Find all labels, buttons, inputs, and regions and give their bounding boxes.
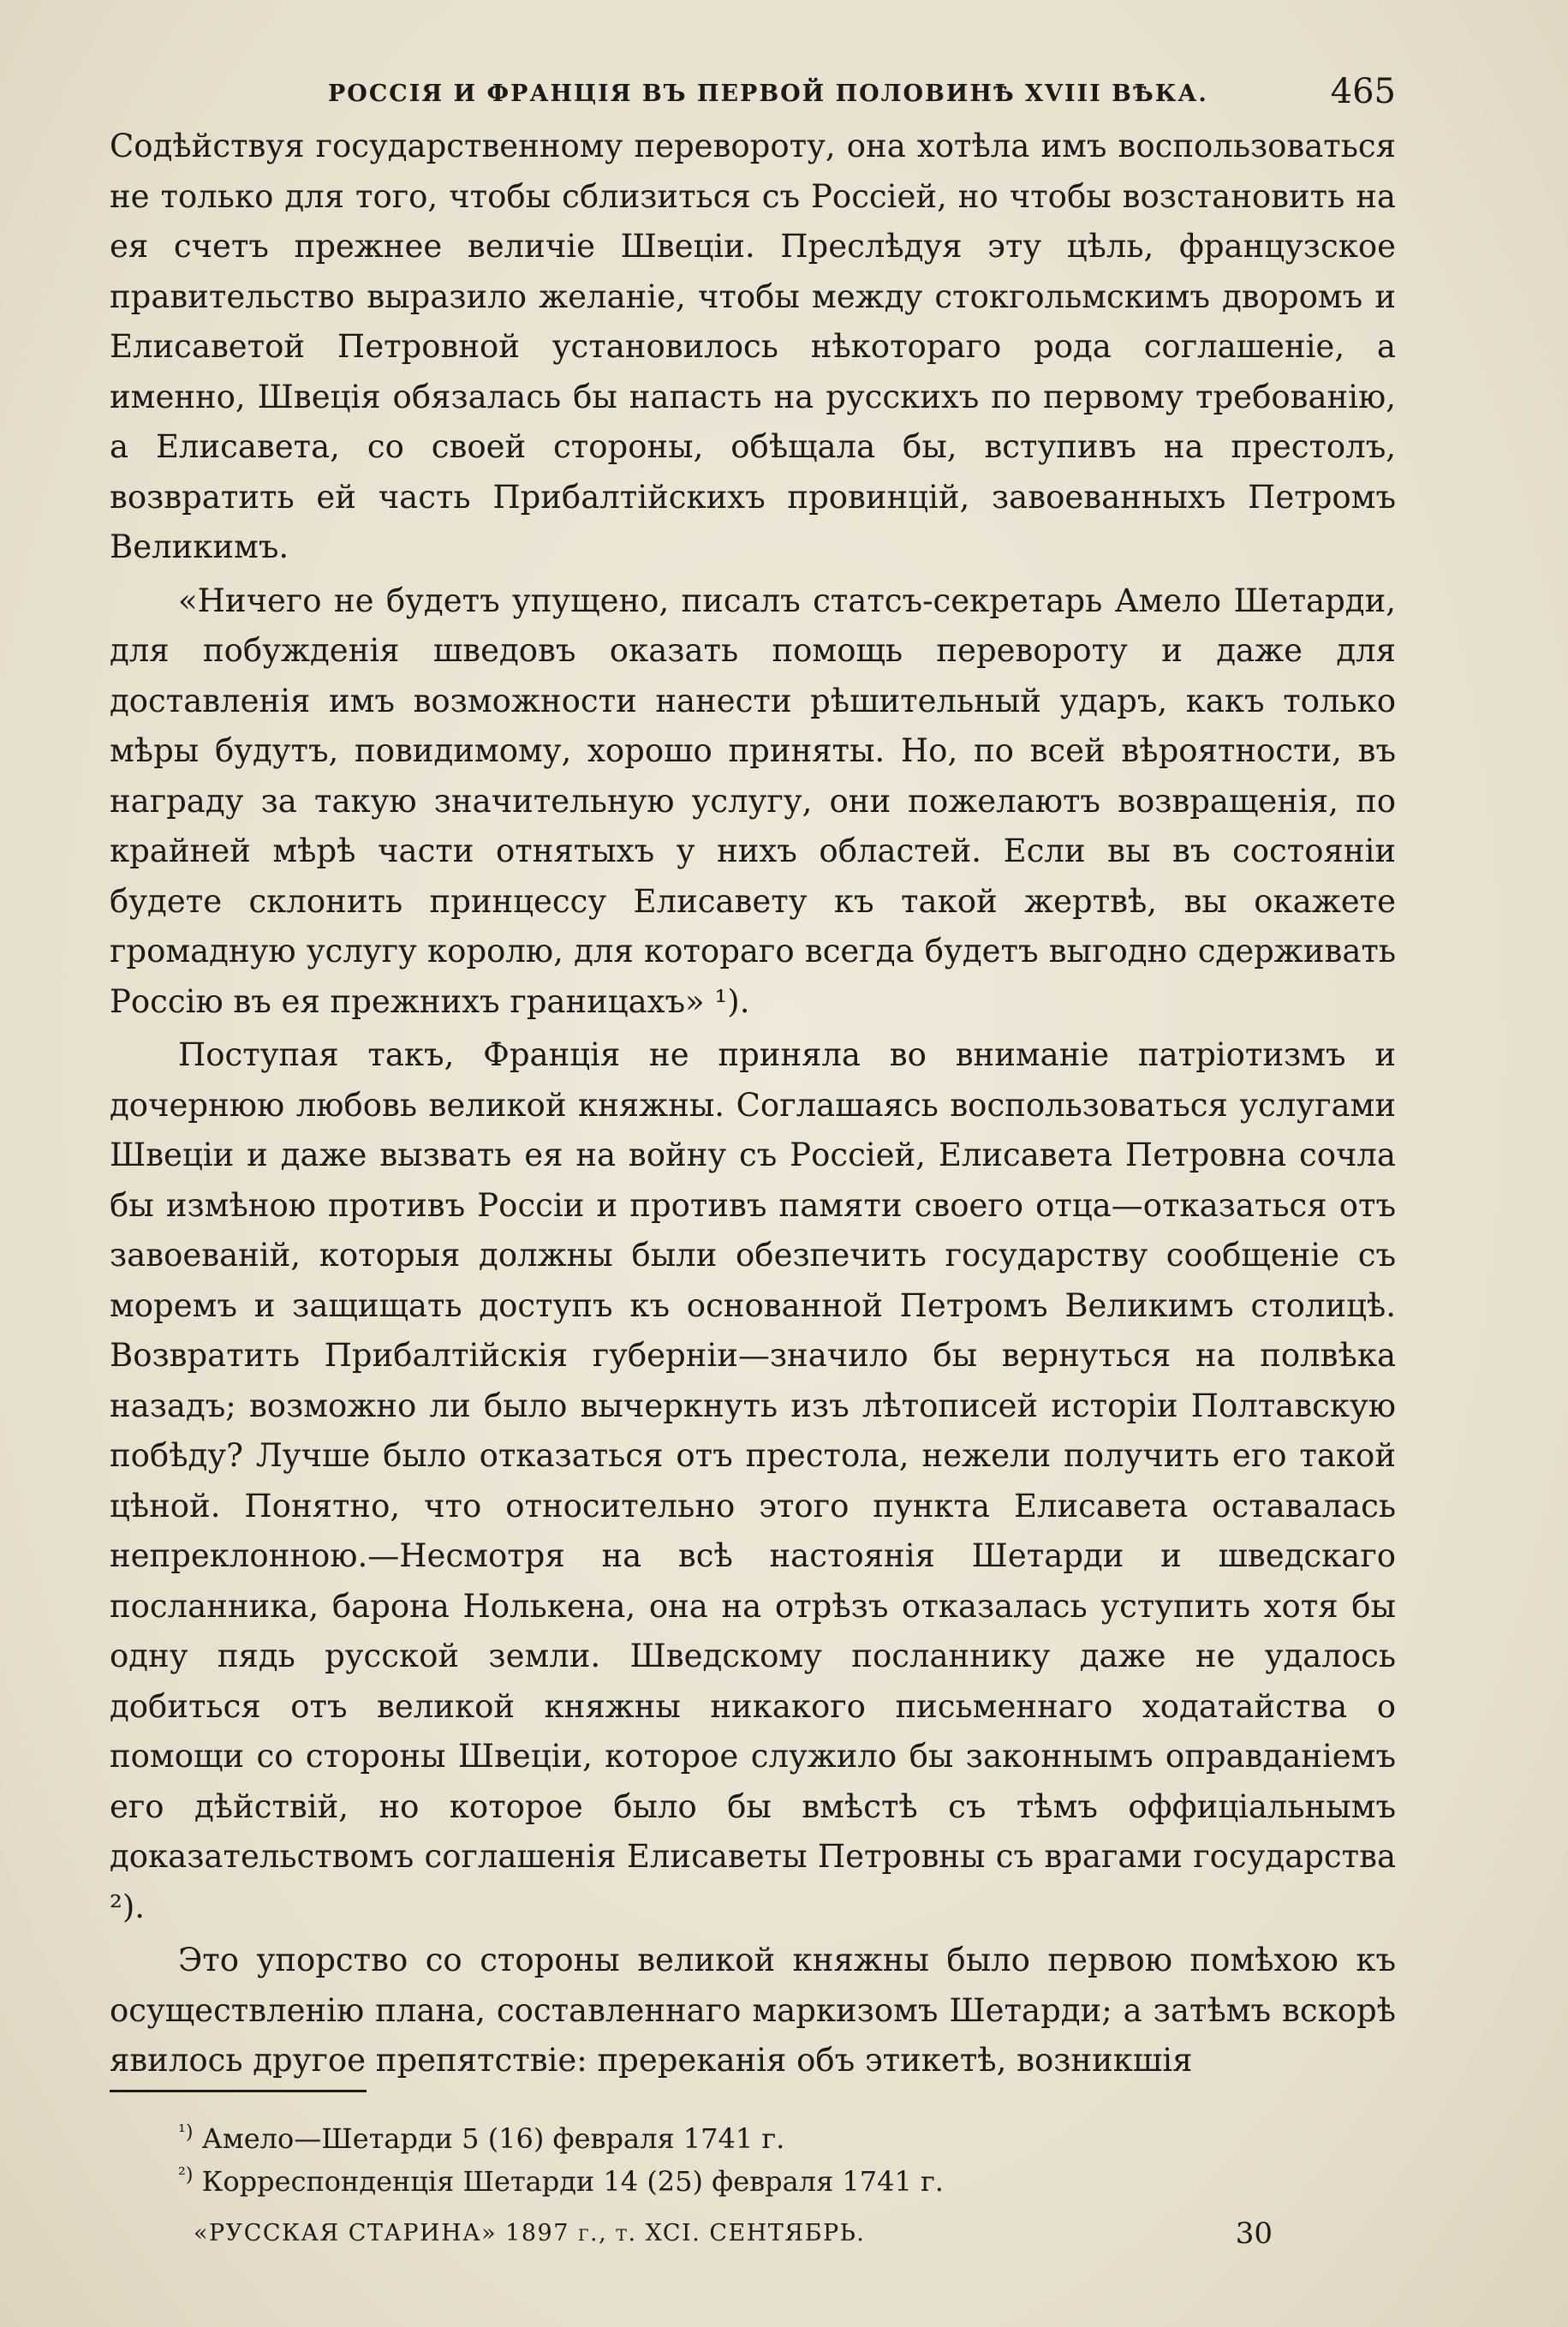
journal-signature: «РУССКАЯ СТАРИНА» 1897 г., т. XCI. СЕНТЯБРЬ. <box>194 2220 866 2246</box>
printer-signature <box>194 2217 1273 2254</box>
footnote-text: Амело—Шетарди 5 (16) февраля 1741 г. <box>201 2122 785 2155</box>
paragraph: «Ничего не будетъ упущено, писалъ статсъ-секретарь Амело Шетарди, для побужденія шведовъ оказать помощь перевороту и даже для доставленія имъ возможности нанести рѣшительный ударъ, какъ только мѣры будутъ, повидимому, хорошо приняты. Но, по всей вѣроятности, въ награду за такую значительную услугу, они пожелаютъ возвращенія, по крайней мѣрѣ части отнятыхъ у нихъ областей. Если вы въ состояніи будете склонить принцессу Елисавету къ такой жертвѣ, вы окажете громадную услугу королю, для котораго всегда будетъ выгодно сдерживать Россію въ ея прежнихъ границахъ» ¹). <box>110 582 1396 1020</box>
paragraph: Содѣйствуя государственному перевороту, она хотѣла имъ воспользоваться не только для того, чтобы сблизиться съ Россіей, но чтобы возстановить на ея счетъ прежнее величіе Швеціи. Преслѣдуя эту цѣль, французское правительство выразило желаніе, чтобы между стокгольмскимъ дворомъ и Елисаветой Петровной установилось нѣкотораго рода соглашеніе, а именно, Швеція обязалась бы напасть на русскихъ по первому требованію, а Елисавета, со своей стороны, обѣщала бы, вступивъ на престолъ, возвратить ей часть Прибалтійскихъ провинцій, завоеванныхъ Петромъ Великимъ. <box>110 128 1396 565</box>
paragraph: Поступая такъ, Франція не приняла во вниманіе патріотизмъ и дочернюю любовь великой княжны. Соглашаясь воспользоваться услугами Швеціи и даже вызвать ея на войну съ Россіей, Елисавета Петровна сочла бы измѣною противъ Россіи и противъ памяти своего отца—отказаться отъ завоеваній, которыя должны были обезпечить государству сообщеніе съ моремъ и защищать доступъ къ основанной Петромъ Великимъ столицѣ. Возвратить Прибалтійскія губерніи—значило бы вернуться на полвѣка назадъ; возможно ли было вычеркнуть изъ лѣтописей исторіи Полтавскую побѣду? Лучше было отказаться отъ престола, нежели получить его такой цѣной. Понятно, что относительно этого пункта Елисавета оставалась непреклонною.—Несмотря на всѣ настоянія Шетарди и шведскаго посланника, барона Нолькена, она на отрѣзъ отказалась уступить хотя бы одну пядь русской земли. Шведскому посланнику даже не удалось добиться отъ великой княжны никакого письменнаго ходатайства о помощи со стороны Швеціи, которое служило бы законнымъ оправданіемъ его дѣйствій, но которое было бы вмѣстѣ съ тѣмъ оффиціальнымъ доказательствомъ соглашенія Елисаветы Петровны съ врагами государства ²). <box>110 1036 1396 1925</box>
footnote-marker: ²) <box>178 2164 194 2187</box>
footnote-text: Корреспонденція Шетарди 14 (25) февраля 1741 г. <box>201 2165 944 2198</box>
footnote <box>178 2117 1377 2160</box>
paragraph: Это упорство со стороны великой княжны было первою помѣхою къ осуществленію плана, составленнаго маркизомъ Шетарди; а затѣмъ вскорѣ явилось другое препятствіе: пререканія объ этикетѣ, возникшія <box>110 1942 1396 2079</box>
footnotes <box>178 2117 1377 2203</box>
footnote-divider <box>110 2090 367 2092</box>
footnote-marker: ¹) <box>178 2121 194 2144</box>
running-head <box>110 70 1396 113</box>
page-number: 465 <box>1330 72 1396 111</box>
sheet-number: 30 <box>1235 2217 1273 2251</box>
running-title: РОССІЯ И ФРАНЦІЯ ВЪ ПЕРВОЙ ПОЛОВИНѢ XVIII ВѢКА. <box>328 81 1208 107</box>
body-text <box>110 122 1396 2086</box>
footnote <box>178 2160 1377 2203</box>
